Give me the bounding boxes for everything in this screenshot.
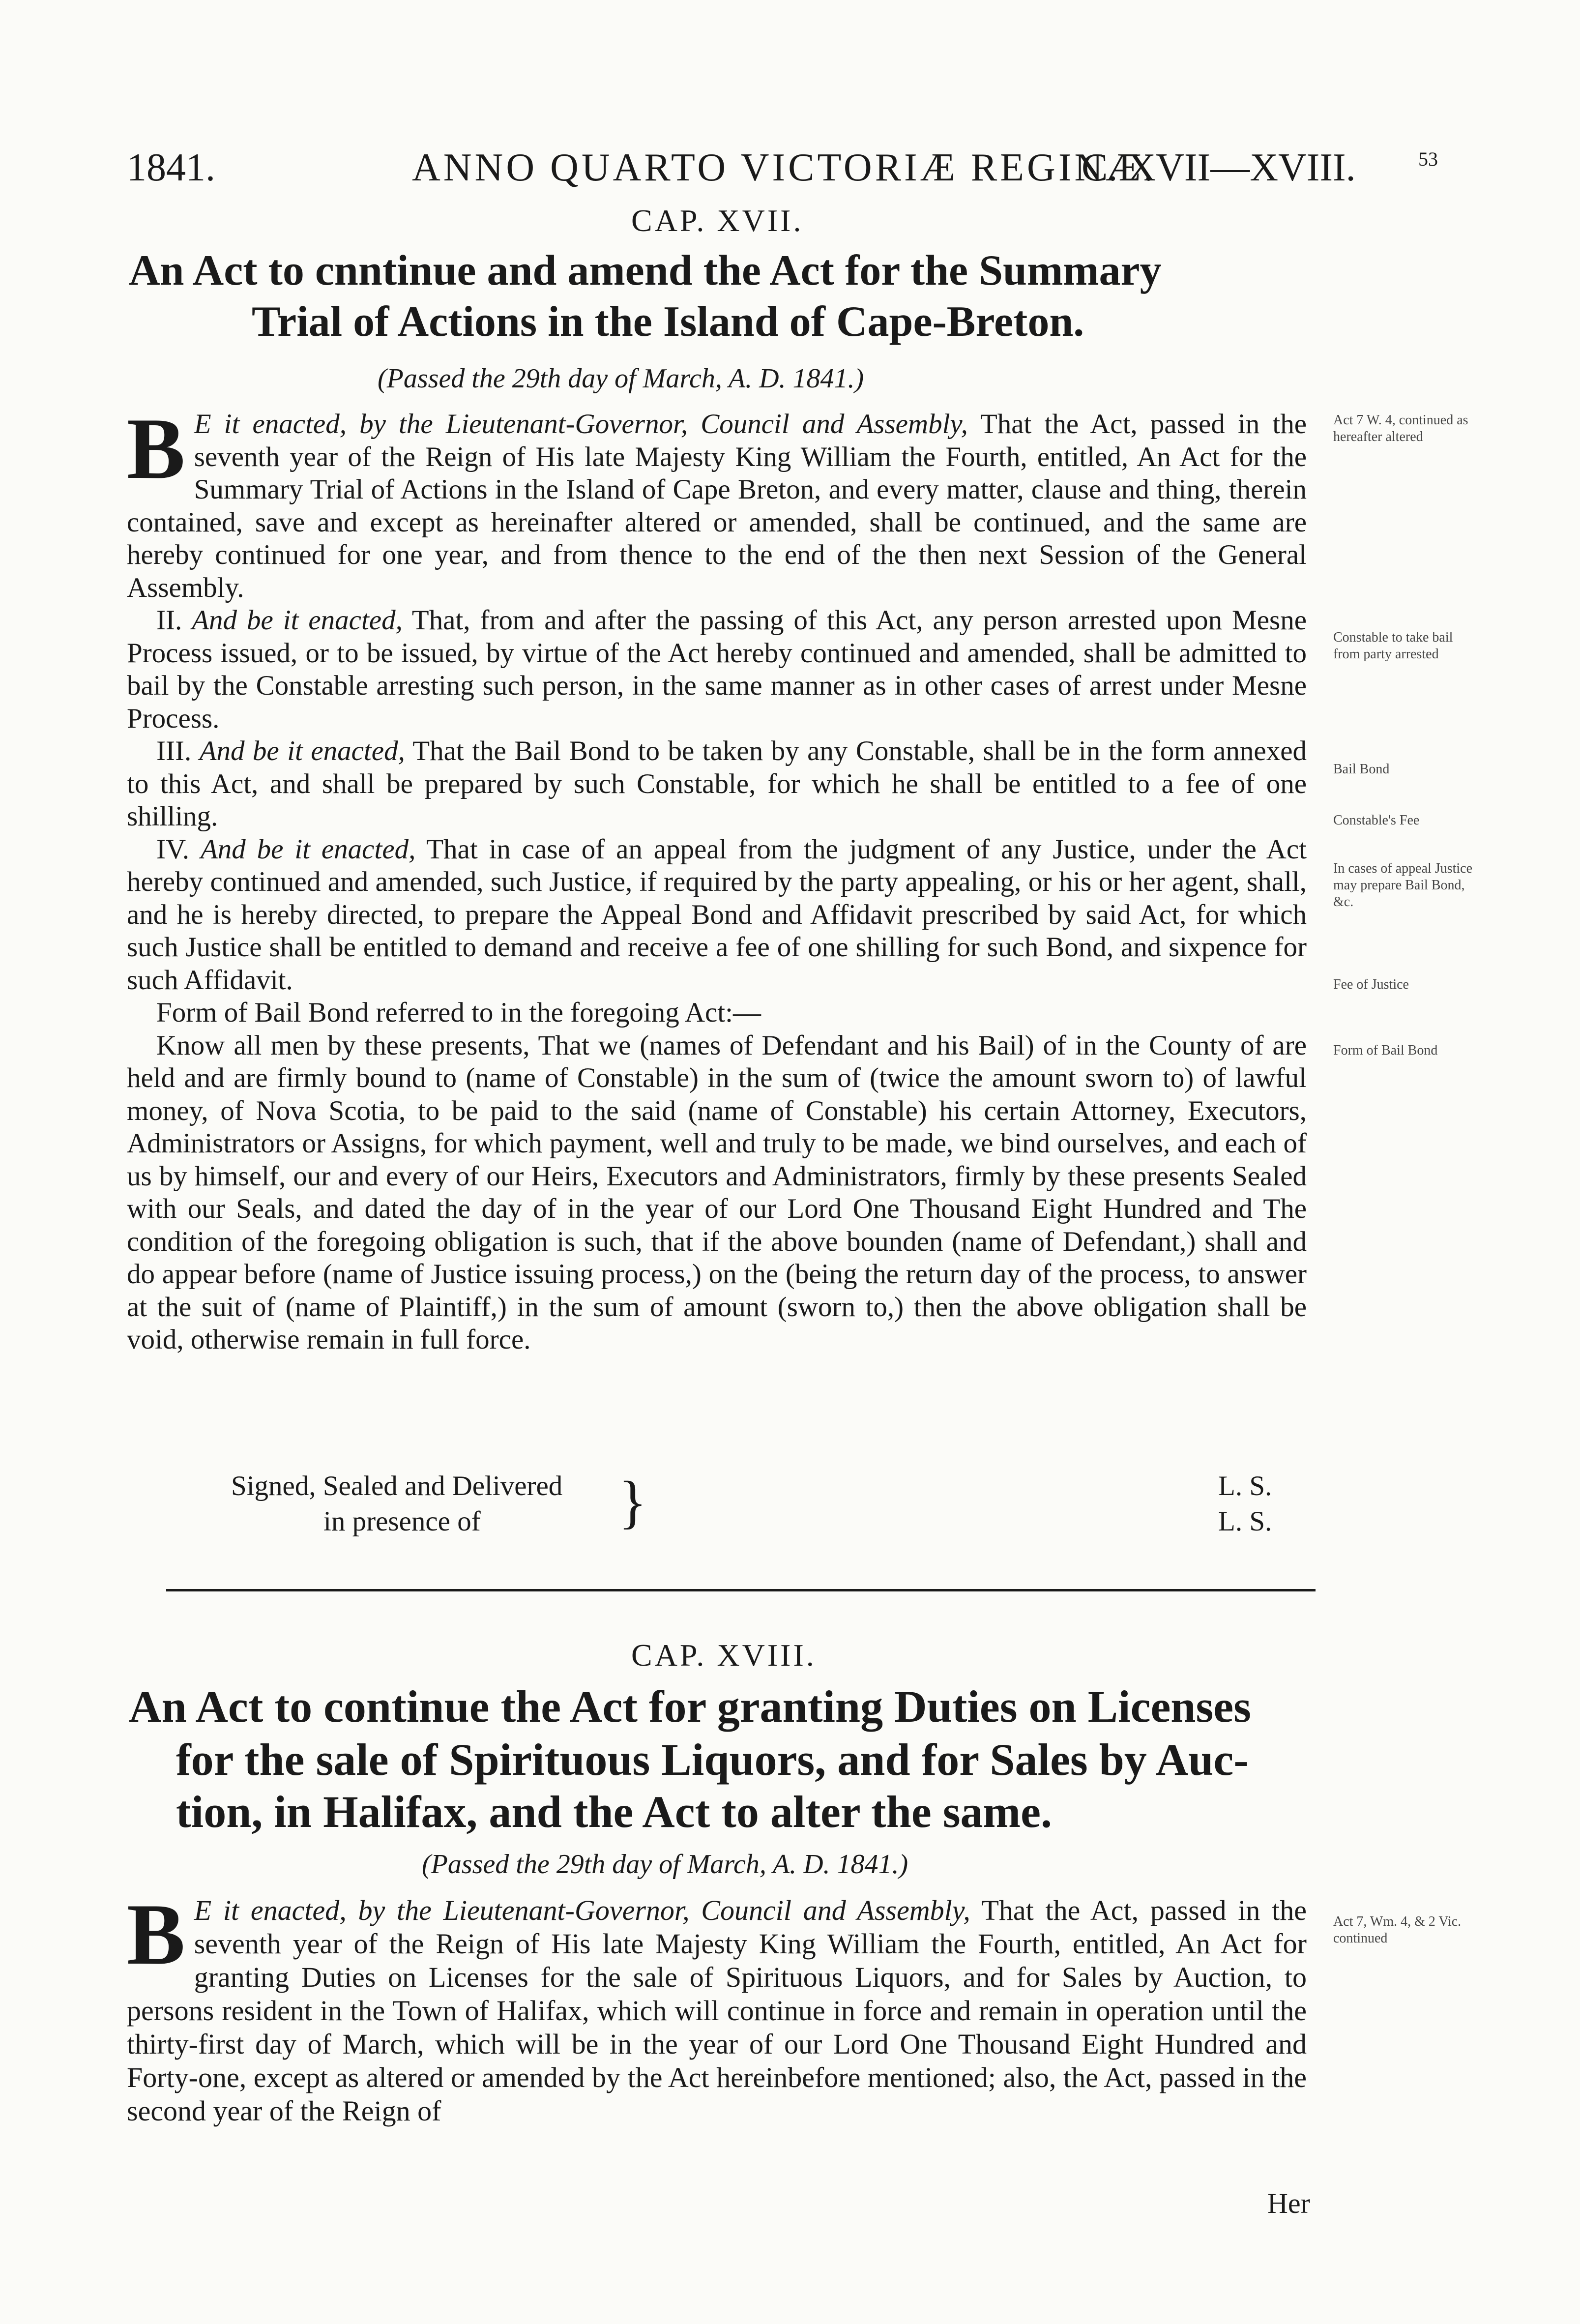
cap17-title-line2: Trial of Actions in the Island of Cape-Breton. <box>252 298 1084 346</box>
cap17-margin-note-5: In cases of appeal Justice may prepare Bail Bond, &c. <box>1333 861 1472 910</box>
cap18-title-line1: An Act to continue the Act for granting Duties on Licenses <box>129 1681 1251 1732</box>
cap17-margin-note-6: Fee of Justice <box>1333 977 1409 992</box>
header-year: 1841. <box>127 146 215 189</box>
section-divider <box>166 1589 1316 1591</box>
cap17-body <box>127 400 1307 1356</box>
cap17-section-1 <box>127 400 1307 604</box>
cap18-title-line2: for the sale of Spirituous Liquors, and for Sales by Auc- <box>176 1735 1249 1785</box>
cap17-s3-text: That the Bail Bond to be taken by any Constable, shall be in the form annexed to this Act, and shall be prepared by such Constable, for which he shall be entitled to a fee of one shilling. <box>127 735 1307 832</box>
cap17-dropcap: B <box>127 400 185 497</box>
cap17-signature-line1: Signed, Sealed and Delivered <box>231 1471 563 1501</box>
cap17-margin-note-2: Constable to take bail from party arrested <box>1333 630 1453 662</box>
cap17-s3-enacting-clause: And be it enacted, <box>199 735 405 766</box>
cap17-section-4 <box>127 833 1307 997</box>
cap17-margin-note-7: Form of Bail Bond <box>1333 1043 1438 1058</box>
cap18-title-line3: tion, in Halifax, and the Act to alter the same. <box>176 1787 1052 1837</box>
header-chapter-ref: C. XVII—XVIII. <box>1082 146 1356 189</box>
signature-brace: } <box>618 1469 647 1534</box>
cap17-s2-enacting-clause: And be it enacted, <box>192 605 403 636</box>
cap17-margin-note-1: Act 7 W. 4, continued as hereafter altered <box>1333 412 1468 444</box>
header-page-number: 53 <box>1418 148 1438 170</box>
cap17-number: CAP. XVII. <box>631 203 804 238</box>
cap17-s2-text: That, from and after the passing of this Act, any person arrested upon Mesne Process issued, or to be issued, by virtue of the Act hereby continued and amended, shall be admitted to bail by the Constable arresting such person, in the same manner as in other cases of arrest under Mesne Process. <box>127 605 1307 734</box>
cap17-title-line1: An Act to cnntinue and amend the Act for the Summary <box>129 247 1162 294</box>
cap18-dropcap: B <box>127 1885 185 1983</box>
cap17-margin-note-4: Constable's Fee <box>1333 813 1420 828</box>
cap17-s4-text: That in case of an appeal from the judgment of any Justice, under the Act hereby continued and amended, such Justice, if required by the party appealing, or his or her agent, shall, and he is hereby directed, to prepare the Appeal Bond and Affidavit prescribed by said Act, for which such Justice shall be entitled to demand and receive a fee of one shilling for such Bond, and sixpence for such Affidavit. <box>127 833 1307 996</box>
cap17-s4-number: IV. <box>156 833 201 865</box>
cap17-s1-enacting-clause: E it enacted, by the Lieutenant-Governor, Council and Assembly, <box>194 409 968 440</box>
cap17-section-2 <box>127 604 1307 735</box>
cap17-signature-line2: in presence of <box>323 1506 481 1537</box>
cap17-s1-text: That the Act, passed in the seventh year of the Reign of His late Majesty King William the Fourth, entitled, An Act for the Summary Trial of Actions in the Island of Cape Breton, and every matter, clause and thing, therein contained, save and except as hereinafter altered or amended, shall be continued, and the same are hereby continued for one year, and from thence to the end of the then next Session of the General Assembly. <box>127 409 1307 603</box>
cap18-catchword: Her <box>1267 2187 1310 2219</box>
cap18-s1-text: That the Act, passed in the seventh year of the Reign of His late Majesty King William the Fourth, entitled, An Act for granting Duties on Licenses for the sale of Spirituous Liquors, and for Sales by Auction, to persons resident in the Town of Halifax, which will continue in force and remain in operation until the thirty-first day of March, which will be in the year of our Lord One Thousand Eight Hundred and Forty-one, except as altered or amended by the Act hereinbefore mentioned; also, the Act, passed in the second year of the Reign of <box>127 1894 1307 2127</box>
cap17-s4-enacting-clause: And be it enacted, <box>200 833 416 865</box>
cap17-seal-1: L. S. <box>1218 1471 1272 1501</box>
cap17-margin-note-3: Bail Bond <box>1333 762 1390 777</box>
header-title: ANNO QUARTO VICTORIÆ REGINÆ. <box>412 146 1157 189</box>
cap18-margin-note: Act 7, Wm. 4, & 2 Vic. continued <box>1333 1914 1462 1946</box>
cap18-section-1 <box>127 1885 1307 2128</box>
cap17-s3-number: III. <box>156 735 200 766</box>
cap18-s1-enacting-clause: E it enacted, by the Lieutenant-Governor, Council and Assembly, <box>194 1894 970 1926</box>
cap18-passed-date: (Passed the 29th day of March, A. D. 1841.) <box>422 1849 908 1880</box>
cap17-section-3 <box>127 735 1307 833</box>
cap18-body <box>127 1885 1307 2128</box>
cap17-form-text: Know all men by these presents, That we (names of Defendant and his Bail) of in the County of are held and are firmly bound to (name of Constable) in the sum of (twice the amount sworn to) of lawful money, of Nova Scotia, to be paid to the said (name of Constable) his certain Attorney, Executors, Administrators or Assigns, for which payment, well and truly to be made, we bind ourselves, and each of us by himself, our and every of our Heirs, Executors and Administrators, firmly by these presents Sealed with our Seals, and dated the day of in the year of our Lord One Thousand Eight Hundred and The condition of the foregoing obligation is such, that if the above bounden (name of Defendant,) shall and do appear before (name of Justice issuing process,) on the (being the return day of the process, to answer at the suit of (name of Plaintiff,) in the sum of amount (sworn to,) then the above obligation shall be void, otherwise remain in full force. <box>127 1030 1307 1355</box>
cap17-passed-date: (Passed the 29th day of March, A. D. 1841.) <box>378 363 864 394</box>
cap18-number: CAP. XVIII. <box>631 1638 817 1673</box>
cap17-seal-2: L. S. <box>1218 1506 1272 1537</box>
cap17-s2-number: II. <box>156 605 192 636</box>
cap17-form-heading: Form of Bail Bond referred to in the foregoing Act:— <box>156 997 761 1028</box>
